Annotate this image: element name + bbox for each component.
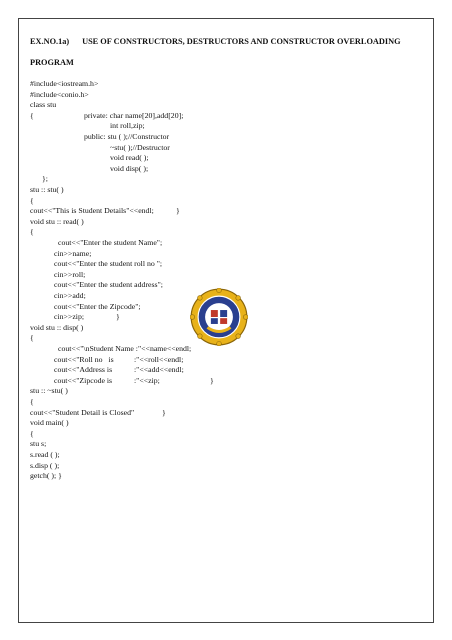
code-line: } [210,375,214,385]
code-line: cout<<"Enter the student Name"; [58,238,163,247]
code-line: getch( ); } [30,471,62,481]
code-line: stu :: stu( ) [30,185,64,194]
code-line: cin>>zip; [54,312,85,322]
code-line: int roll,zip; [110,121,145,131]
code-line: cout<<"Roll no is [54,354,114,364]
code-line: class stu [30,100,57,110]
code-line: void stu :: disp( ) [30,322,84,332]
code-line: :"<<add<<endl; [134,365,184,375]
code-line: public: stu ( );//Constructor [84,132,170,141]
code-line: } [162,407,166,417]
code-line: cout<<"Enter the Zipcode"; [54,301,141,311]
code-line: ~stu( );//Destructor [110,142,170,152]
code-line: cout<<"Zipcode is [54,375,113,385]
section-label: PROGRAM [30,58,74,67]
code-line: { [30,397,34,406]
code-line: stu :: ~stu( ) [30,386,68,396]
code-line: cin>>add; [54,291,86,300]
code-line: } [176,206,180,216]
code-line: void disp( ); [110,163,149,173]
college-seal-icon [190,288,248,346]
code-line: cout<<"Enter the student address"; [54,280,163,290]
code-line: { [30,195,34,205]
code-line: :"<<zip; [134,375,160,385]
code-line: cin>>name; [54,248,92,258]
code-line: }; [42,174,48,184]
code-line: void stu :: read( ) [30,216,84,226]
code-line: #include<conio.h> [30,89,89,99]
code-line: cin>>roll; [54,269,86,279]
code-line: void main( ) [30,418,69,428]
code-line: cout<<"\nStudent Name :"<<name<<endl; [58,344,192,353]
code-line: private: char name[20],add[20]; [84,110,184,120]
code-line: cout<<"Student Detail is Closed" [30,407,135,417]
code-line: s.read ( ); [30,450,60,459]
exercise-heading [30,37,401,46]
code-line: { [30,333,34,343]
code-line: cout<<"Address is [54,365,113,375]
code-line: void read( ); [110,153,149,163]
code-line: stu s; [30,439,47,449]
exercise-title: USE OF CONSTRUCTORS, DESTRUCTORS AND CONSTRUCTOR OVERLOADING [82,37,401,46]
code-line: { [30,110,34,120]
exercise-number: EX.NO.1a) [30,37,70,46]
code-line: :"<<roll<<endl; [134,354,184,364]
code-line: } [116,312,120,322]
code-line: { [30,428,34,438]
code-line: cout<<"Enter the student roll no "; [54,259,163,269]
code-line: #include<iostream.h> [30,79,99,88]
code-line: { [30,227,34,237]
code-line: cout<<"This is Student Details"<<endl; [30,206,154,216]
code-line: s.disp ( ); [30,460,60,470]
